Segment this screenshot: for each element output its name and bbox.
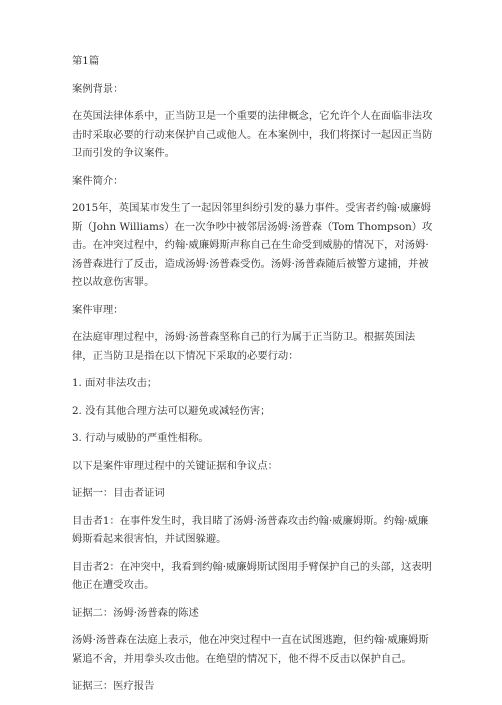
document-body: [72, 52, 434, 705]
paragraph-background: 在英国法律体系中，正当防卫是一个重要的法律概念，它允许个人在面临非法攻击时采取必要的行动来保护自己或他人。在本案例中，我们将探讨一起因正当防卫而引发的争议案件。: [72, 110, 433, 159]
list-item: 1. 面对非法攻击；: [72, 377, 158, 389]
witness-statement: 目击者1：在事件发生时，我目睹了汤姆·汤普森攻击约翰·威廉姆斯。约翰·威廉姆斯看起来很害怕，并试图躲避。: [72, 514, 429, 545]
evidence-heading: 证据二：汤姆·汤普森的陈述: [72, 606, 199, 619]
subheading-summary: 案件简介：: [72, 174, 124, 187]
paragraph-summary: 2015年，英国某市发生了一起因邻里纠纷引发的暴力事件。受害者约翰·威廉姆斯（John Williams）在一次争吵中被邻居汤姆·汤普森（Tom Thompson）攻击。在冲突过程中，约翰·威廉姆斯声称自己在生命受到威胁的情况下，对汤姆·汤普森进行了反击，造成汤姆·汤普森受伤。汤姆·汤普森随后被警方逮捕，并被控以故意伤害罪。: [72, 202, 433, 288]
subheading-trial: 案件审理：: [72, 303, 124, 316]
defendant-statement: 汤姆·汤普森在法庭上表示，他在冲突过程中一直在试图逃跑，但约翰·威廉姆斯紧追不舍，并用拳头攻击他。在绝望的情况下，他不得不反击以保护自己。: [72, 634, 429, 665]
paragraph-trial: 在法庭审理过程中，汤姆·汤普森坚称自己的行为属于正当防卫。根据英国法律，正当防卫是指在以下情况下采取的必要行动：: [72, 331, 416, 362]
paragraph-evidence-intro: 以下是案件审理过程中的关键证据和争议点：: [72, 459, 278, 472]
evidence-heading: 证据三：医疗报告: [72, 680, 155, 692]
witness-statement: 目击者2：在冲突中，我看到约翰·威廉姆斯试图用手臂保护自己的头部，这表明他正在遭受攻击。: [72, 560, 432, 591]
subheading-background: 案例背景：: [72, 82, 124, 95]
evidence-heading: 证据一：目击者证词: [72, 487, 165, 499]
list-item: 3. 行动与威胁的严重性相称。: [72, 432, 209, 444]
list-item: 2. 没有其他合理方法可以避免或减轻伤害；: [72, 404, 271, 417]
section-heading: 第1篇: [72, 55, 100, 67]
